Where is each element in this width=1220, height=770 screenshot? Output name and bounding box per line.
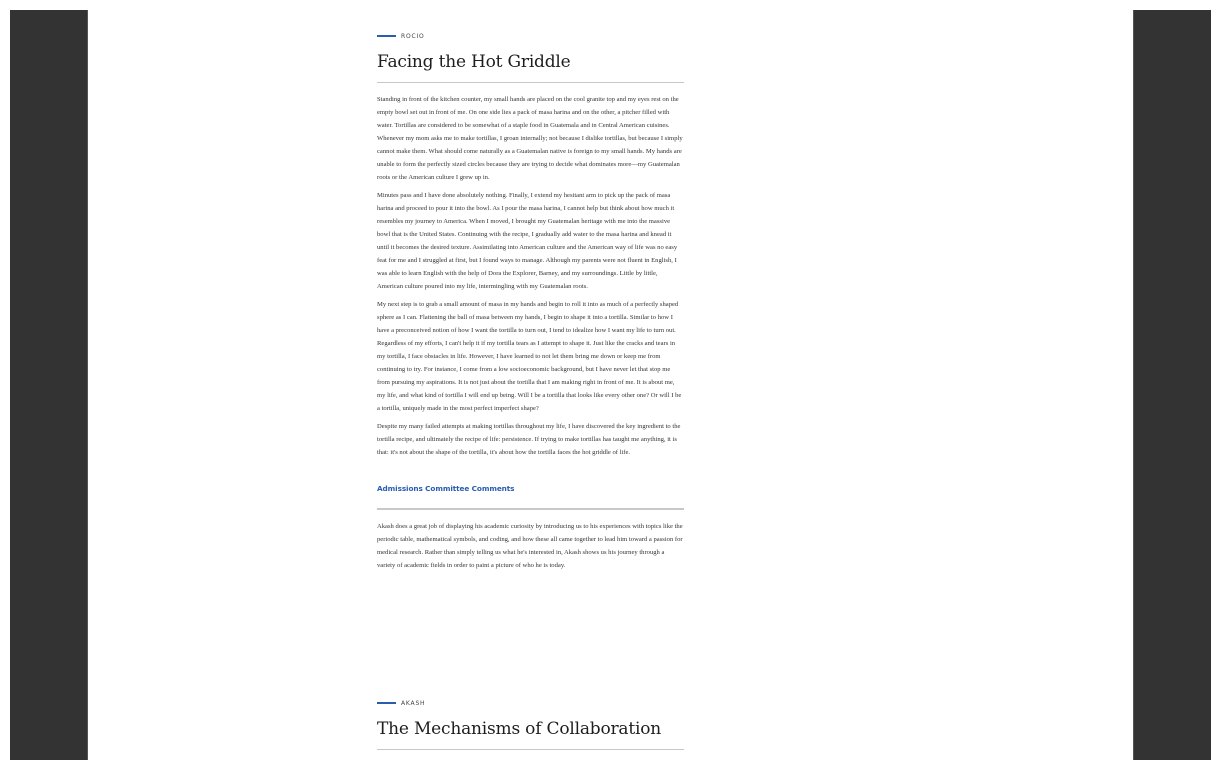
- right-viewer-margin: [1133, 10, 1211, 760]
- essay-body: [377, 93, 684, 459]
- essay-akash: [377, 697, 684, 750]
- title-divider: [377, 82, 684, 83]
- essay-title: The Mechanisms of Collaboration: [377, 719, 661, 739]
- document-page: [377, 30, 684, 739]
- comments-text: Akash does a great job of displaying his academic curiosity by introducing us to his experiences with topics like the periodic table, mathematical symbols, and coding, and how these all came together to lead him toward a passion for medical research. Rather than simply telling us what he's interested in, Akash shows us his journey through a variety of academic fields in order to paint a picture of who he is today.: [377, 522, 683, 569]
- title-divider: [377, 749, 684, 750]
- essay-paragraph: Minutes pass and I have done absolutely nothing. Finally, I extend my hesitant arm to pick up the pack of masa harina and proceed to pour it into the bowl. As I pour the masa harina, I cannot help but think about how much it resembles my journey to America. When I moved, I brought my Guatemalan heritage with me into the massive bowl that is the United States. Continuing with the recipe, I gradually add water to the masa harina and knead it until it becomes the desired texture. Assimilating into American culture and the American way of life was no easy feat for me and I struggled at first, but I found ways to manage. Although my parents were not fluent in English, I was able to learn English with the help of Dora the Explorer, Barney, and my surroundings. Little by little, American culture poured into my life, intermingling with my Guatemalan roots.: [377, 192, 678, 290]
- left-viewer-margin: [10, 10, 88, 760]
- comments-heading: Admissions Committee Comments: [377, 484, 515, 493]
- author-label: ROCIO: [401, 32, 425, 40]
- essay-title: Facing the Hot Griddle: [377, 52, 571, 72]
- author-label: AKASH: [401, 699, 426, 707]
- essay-paragraph: My next step is to grab a small amount of masa in my hands and begin to roll it into as much of a perfectly shaped sphere as I can. Flattening the ball of masa between my hands, I begin to shape it into a tortilla. Similar to how I have a preconceived notion of how I want the tortilla to turn out, I tend to idealize how I want my life to turn out. Regardless of my efforts, I can't help it if my tortilla tears as I attempt to shape it. Just like the cracks and tears in my tortilla, I face obstacles in life. However, I have learned to not let them bring me down or keep me from continuing to try. For instance, I come from a low socioeconomic background, but I have never let that stop me from pursuing my aspirations. It is not just about the tortilla that I am making right in front of me. It is about me, my life, and what kind of tortilla I will end up being. Will I be a tortilla that looks like every other one? Or will I be a tortilla, uniquely made in the most perfect imperfect shape?: [377, 301, 682, 412]
- comments-divider: [377, 508, 684, 510]
- admissions-comments: [377, 484, 684, 572]
- accent-rule: [377, 702, 396, 704]
- author-overline: [377, 697, 684, 709]
- essay-paragraph: Standing in front of the kitchen counter, my small hands are placed on the cool granite top and my eyes rest on the empty bowl set out in front of me. On one side lies a pack of masa harina and on the other, a pitcher filled with water. Tortillas are considered to be somewhat of a staple food in Guatemala and in Central American cuisines. Whenever my mom asks me to make tortillas, I groan internally; not because I dislike tortillas, but because I simply cannot make them. What should come naturally as a Guatemalan native is foreign to my small hands. My hands are unable to form the perfectly sized circles because they are trying to decide what dominates more—my Guatemalan roots or the American culture I grew up in.: [377, 96, 683, 181]
- essay-rocio: [377, 30, 684, 459]
- accent-rule: [377, 35, 396, 37]
- author-overline: [377, 30, 684, 42]
- essay-paragraph: Despite my many failed attempts at making tortillas throughout my life, I have discovered the key ingredient to the tortilla recipe, and ultimately the recipe of life: persistence. If trying to make tortillas has taught me anything, it is that: it's not about the shape of the tortilla, it's about how the tortilla faces the hot griddle of life.: [377, 423, 681, 456]
